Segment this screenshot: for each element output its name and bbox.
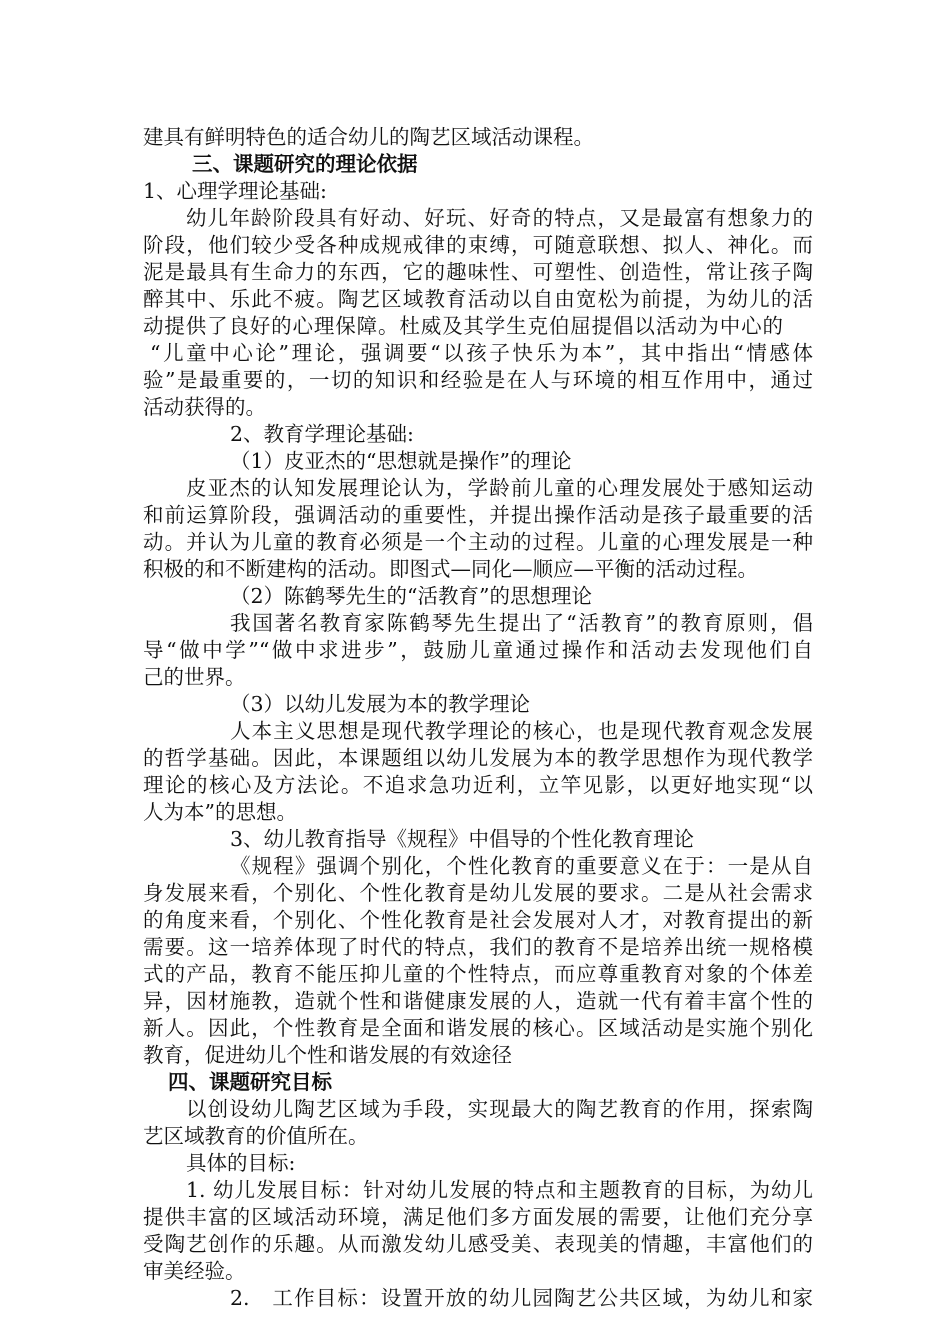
subsection-heading: 2、教育学理论基础: — [230, 422, 414, 446]
text-line: 受陶艺创作的乐趣。从而激发幼儿感受美、表现美的情趣，丰富他们的 — [143, 1232, 813, 1256]
text-line: 提供丰富的区域活动环境，满足他们多方面发展的需要，让他们充分享 — [143, 1205, 813, 1229]
text-line: “儿童中心论”理论，强调要“以孩子快乐为本”，其中指出“情感体 — [150, 341, 813, 365]
subsection-heading: （3）以幼儿发展为本的教学理论 — [230, 692, 531, 716]
text-line: 人本主义思想是现代教学理论的核心，也是现代教育观念发展 — [230, 719, 813, 743]
text-line: 和前运算阶段，强调活动的重要性，并提出操作活动是孩子最重要的活 — [143, 503, 813, 527]
text-line: 《规程》强调个别化，个性化教育的重要意义在于：一是从自 — [230, 854, 813, 878]
text-line: 我国著名教育家陈鹤琴先生提出了“活教育”的教育原则，倡 — [230, 611, 813, 635]
subsection-heading: 3、幼儿教育指导《规程》中倡导的个性化教育理论 — [230, 827, 695, 851]
text-line: 新人。因此，个性教育是全面和谐发展的核心。区域活动是实施个别化 — [143, 1016, 813, 1040]
subsection-heading: （2）陈鹤琴先生的“活教育”的思想理论 — [230, 584, 593, 608]
text-line: 的哲学基础。因此，本课题组以幼儿发展为本的教学思想作为现代教学 — [143, 746, 813, 770]
text-line: 人为本”的思想。 — [143, 800, 297, 824]
section-heading: 四、课题研究目标 — [168, 1070, 332, 1094]
text-line: 皮亚杰的认知发展理论认为，学龄前儿童的心理发展处于感知运动 — [186, 476, 813, 500]
text-line: 身发展来看，个别化、个性化教育是幼儿发展的要求。二是从社会需求 — [143, 881, 813, 905]
text-line: 积极的和不断建构的活动。即图式—同化—顺应—平衡的活动过程。 — [143, 557, 758, 581]
text-line: 审美经验。 — [143, 1259, 246, 1283]
text-line: 2. 工作目标：设置开放的幼儿园陶艺公共区域，为幼儿和家 — [230, 1286, 813, 1310]
text-line: 验”是最重要的，一切的知识和经验是在人与环境的相互作用中，通过 — [143, 368, 813, 392]
text-line: 的角度来看，个别化、个性化教育是社会发展对人才，对教育提出的新 — [143, 908, 813, 932]
text-line: 活动获得的。 — [143, 395, 266, 419]
text-line: 导“做中学”“做中求进步”，鼓励儿童通过操作和活动去发现他们自 — [143, 638, 813, 662]
text-line: 异，因材施教，造就个性和谐健康发展的人，造就一代有着丰富个性的 — [143, 989, 813, 1013]
text-line: 阶段，他们较少受各种成规戒律的束缚，可随意联想、拟人、神化。而 — [143, 233, 813, 257]
text-line: 幼儿年龄阶段具有好动、好玩、好奇的特点，又是最富有想象力的 — [186, 206, 813, 230]
text-line: 己的世界。 — [143, 665, 246, 689]
subsection-heading: 具体的目标: — [186, 1151, 296, 1175]
text-line: 建具有鲜明特色的适合幼儿的陶艺区域活动课程。 — [143, 125, 594, 149]
text-line: 动。并认为儿童的教育必须是一个主动的过程。儿童的心理发展是一种 — [143, 530, 813, 554]
text-line: 需要。这一培养体现了时代的特点，我们的教育不是培养出统一规格模 — [143, 935, 813, 959]
text-line: 教育，促进幼儿个性和谐发展的有效途径 — [143, 1043, 512, 1067]
text-line: 动提供了良好的心理保障。杜威及其学生克伯屈提倡以活动为中心的 — [143, 314, 783, 338]
text-line: 泥是最具有生命力的东西，它的趣味性、可塑性、创造性，常让孩子陶 — [143, 260, 813, 284]
subsection-heading: （1）皮亚杰的“思想就是操作”的理论 — [230, 449, 572, 473]
text-line: 理论的核心及方法论。不追求急功近利，立竿见影，以更好地实现“以 — [143, 773, 813, 797]
text-line: 醉其中、乐此不疲。陶艺区域教育活动以自由宽松为前提，为幼儿的活 — [143, 287, 813, 311]
text-line: 以创设幼儿陶艺区域为手段，实现最大的陶艺教育的作用，探索陶 — [186, 1097, 813, 1121]
text-line: 艺区域教育的价值所在。 — [143, 1124, 369, 1148]
subsection-heading: 1、心理学理论基础: — [143, 179, 327, 203]
text-line: 1. 幼儿发展目标：针对幼儿发展的特点和主题教育的目标，为幼儿 — [186, 1178, 813, 1202]
text-line: 式的产品，教育不能压抑儿童的个性特点，而应尊重教育对象的个体差 — [143, 962, 813, 986]
section-heading: 三、课题研究的理论依据 — [192, 152, 418, 176]
